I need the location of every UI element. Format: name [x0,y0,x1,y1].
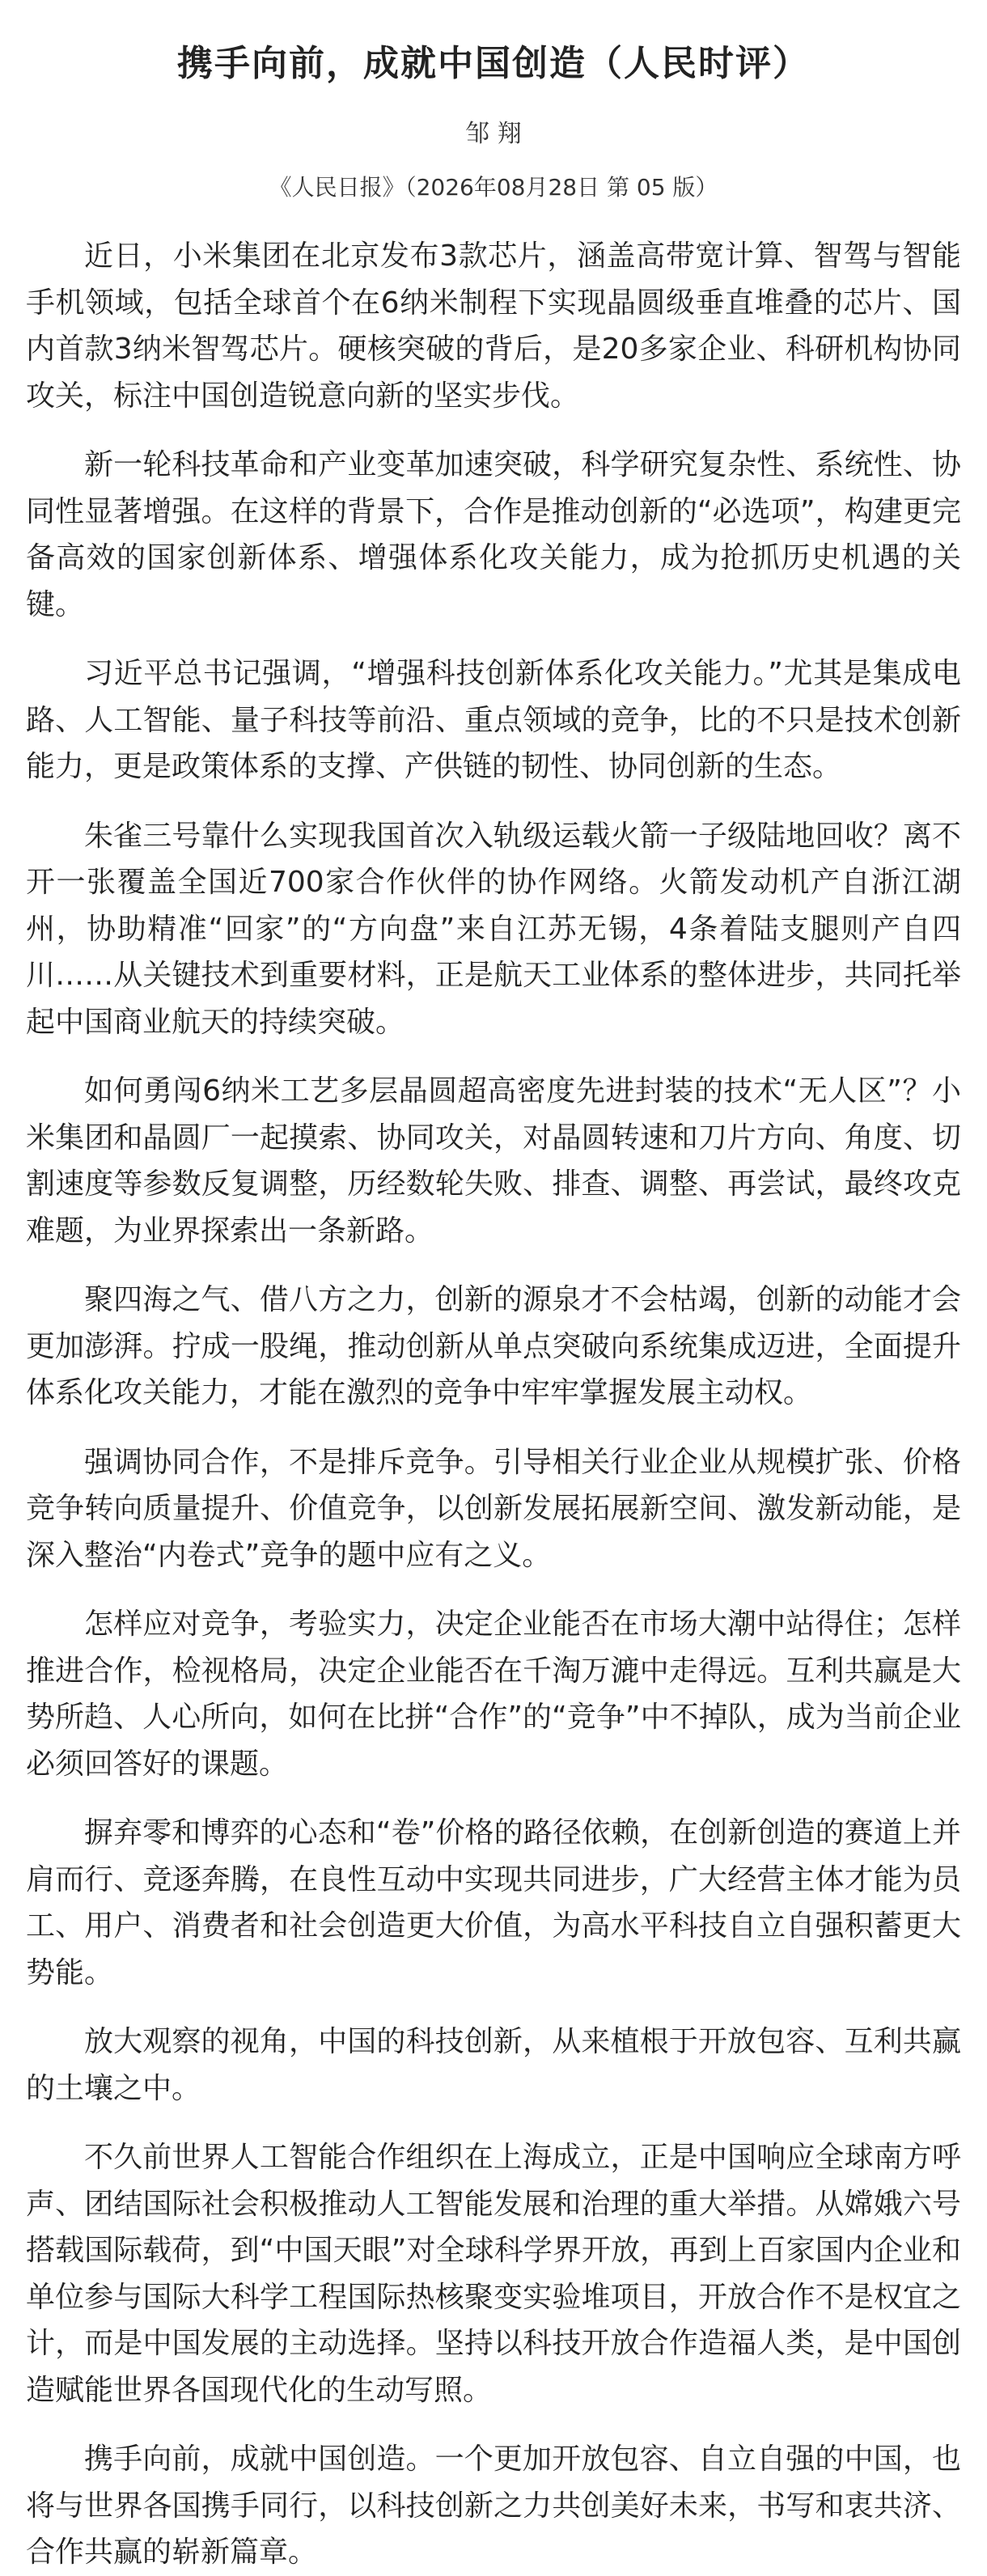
article-source: 《人民日报》（2026年08月28日 第 05 版） [269,174,718,201]
article-paragraph: 朱雀三号靠什么实现我国首次入轨级运载火箭一子级陆地回收？离不开一张覆盖全国近700家合作伙伴的协作网络。火箭发动机产自浙江湖州，协助精准“回家”的“方向盘”来自江苏无锡，4条着陆支腿则产自四川……从关键技术到重要材料，正是航天工业体系的整体进步，共同托举起中国商业航天的持续突破。 [26,819,961,1039]
article-author: 邹 翔 [465,120,522,148]
article-paragraph: 不久前世界人工智能合作组织在上海成立，正是中国响应全球南方呼声、团结国际社会积极推动人工智能发展和治理的重大举措。从嫦娥六号搭载国际载荷，到“中国天眼”对全球科学界开放，再到上百家国内企业和单位参与国际大科学工程国际热核聚变实验堆项目，开放合作不是权宜之计，而是中国发展的主动选择。坚持以科技开放合作造福人类，是中国创造赋能世界各国现代化的生动写照。 [26,2141,961,2407]
article-paragraph: 如何勇闯6纳米工艺多层晶圆超高密度先进封装的技术“无人区”？小米集团和晶圆厂一起摸索、协同攻关，对晶圆转速和刀片方向、角度、切割速度等参数反复调整，历经数轮失败、排查、调整、再尝试，最终攻克难题，为业界探索出一条新路。 [26,1074,961,1248]
article-paragraph: 携手向前，成就中国创造。一个更加开放包容、自立自强的中国，也将与世界各国携手同行，以科技创新之力共创美好未来，书写和衷共济、合作共赢的崭新篇章。 [26,2443,961,2569]
article-paragraph: 新一轮科技革命和产业变革加速突破，科学研究复杂性、系统性、协同性显著增强。在这样的背景下，合作是推动创新的“必选项”，构建更完备高效的国家创新体系、增强体系化攻关能力，成为抢抓历史机遇的关键。 [26,448,961,621]
article-paragraph: 摒弃零和博弈的心态和“卷”价格的路径依赖，在创新创造的赛道上并肩而行、竞逐奔腾，在良性互动中实现共同进步，广大经营主体才能为员工、用户、消费者和社会创造更大价值，为高水平科技自立自强积蓄更大势能。 [26,1816,961,1989]
article-title: 携手向前，成就中国创造（人民时评） [177,43,810,84]
article-body [26,233,961,2576]
article-paragraph: 强调协同合作，不是排斥竞争。引导相关行业企业从规模扩张、价格竞争转向质量提升、价值竞争，以创新发展拓展新空间、激发新动能，是深入整治“内卷式”竞争的题中应有之义。 [26,1445,961,1572]
article-paragraph: 聚四海之气、借八方之力，创新的源泉才不会枯竭，创新的动能才会更加澎湃。拧成一股绳，推动创新从单点突破向系统集成迈进，全面提升体系化攻关能力，才能在激烈的竞争中牢牢掌握发展主动权。 [26,1283,961,1409]
article-paragraph: 怎样应对竞争，考验实力，决定企业能否在市场大潮中站得住；怎样推进合作，检视格局，决定企业能否在千淘万漉中走得远。互利共赢是大势所趋、人心所向，如何在比拼“合作”的“竞争”中不掉队，成为当前企业必须回答好的课题。 [26,1608,961,1781]
article-paragraph: 放大观察的视角，中国的科技创新，从来植根于开放包容、互利共赢的土壤之中。 [26,2025,961,2105]
article-paragraph: 习近平总书记强调，“增强科技创新体系化攻关能力。”尤其是集成电路、人工智能、量子科技等前沿、重点领域的竞争，比的不只是技术创新能力，更是政策体系的支撑、产供链的韧性、协同创新的生态。 [26,657,961,783]
article-paragraph: 近日，小米集团在北京发布3款芯片，涵盖高带宽计算、智驾与智能手机领域，包括全球首个在6纳米制程下实现晶圆级垂直堆叠的芯片、国内首款3纳米智驾芯片。硬核突破的背后，是20多家企业、科研机构协同攻关，标注中国创造锐意向新的坚实步伐。 [26,239,961,413]
